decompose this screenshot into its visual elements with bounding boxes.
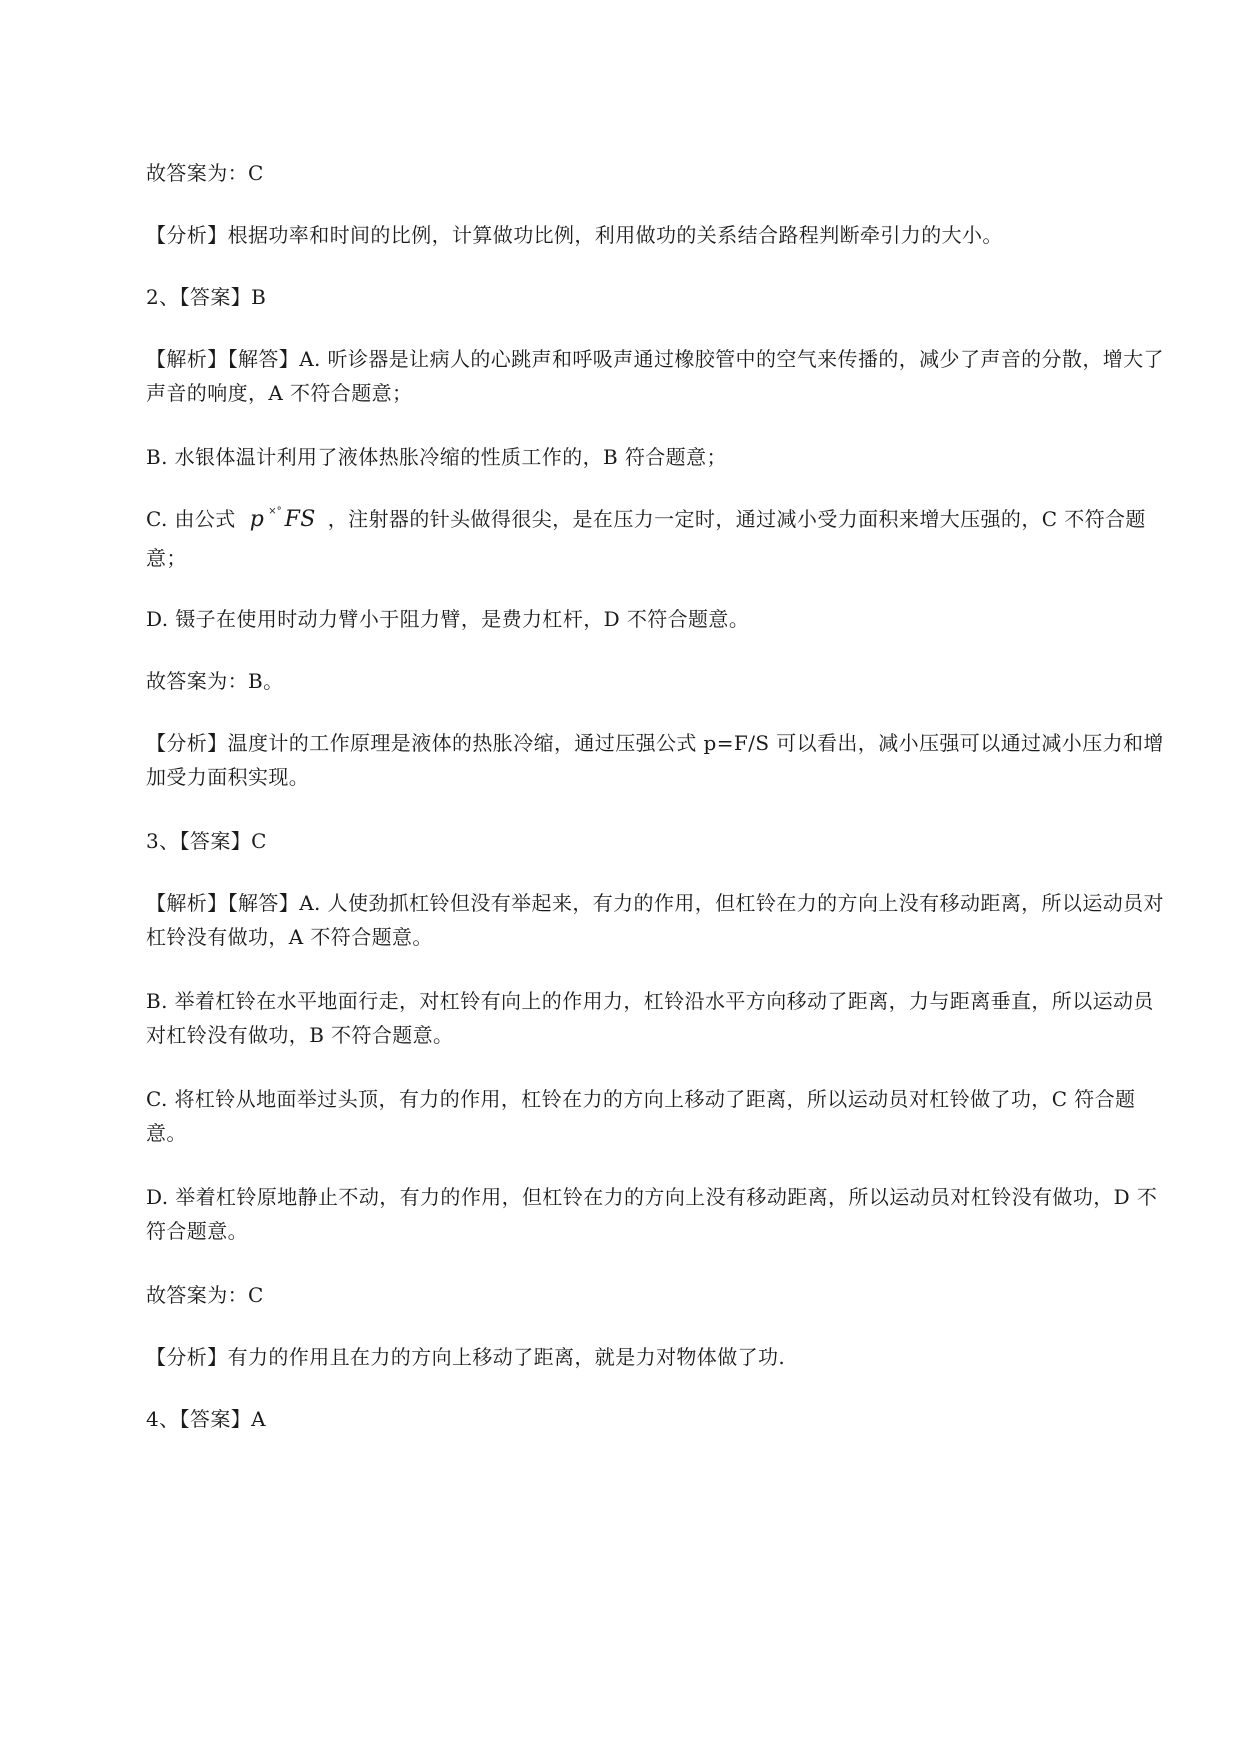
q3-answer-heading: 3、【答案】C	[146, 829, 267, 853]
q3-final-answer: 故答案为：C	[146, 1283, 264, 1307]
q2-analysis: 【分析】温度计的工作原理是液体的热胀冷缩，通过压强公式 p=F/S 可以看出，减小压强可以通过减小压力和增加受力面积实现。	[146, 731, 1164, 789]
q2-final-answer: 故答案为：B。	[146, 669, 284, 693]
q3-option-c: C. 将杠铃从地面举过头顶，有力的作用，杠铃在力的方向上移动了距离，所以运动员对杠铃做了功，C 符合题意。	[146, 1087, 1136, 1145]
pressure-formula	[250, 503, 316, 541]
formula-garbled-symbol: ×°	[268, 506, 282, 517]
q2-option-c	[146, 502, 1166, 575]
q2-option-d: D. 镊子在使用时动力臂小于阻力臂，是费力杠杆，D 不符合题意。	[146, 607, 750, 631]
q2-answer-heading: 2、【答案】B	[146, 285, 267, 309]
q2-option-b: B. 水银体温计利用了液体热胀冷缩的性质工作的，B 符合题意；	[146, 445, 727, 469]
q3-option-b: B. 举着杠铃在水平地面行走，对杠铃有向上的作用力，杠铃沿水平方向移动了距离，力与距离垂直，所以运动员对杠铃没有做功，B 不符合题意。	[146, 989, 1154, 1047]
q3-explanation-option-a: 【解析】【解答】A. 人使劲抓杠铃但没有举起来，有力的作用，但杠铃在力的方向上没有移动距离，所以运动员对杠铃没有做功，A 不符合题意。	[146, 891, 1164, 949]
q4-answer-heading: 4、【答案】A	[146, 1407, 266, 1431]
q3-analysis: 【分析】有力的作用且在力的方向上移动了距离，就是力对物体做了功.	[146, 1345, 786, 1369]
q2-explanation-option-a: 【解析】【解答】A. 听诊器是让病人的心跳声和呼吸声通过橡胶管中的空气来传播的，减少了声音的分散，增大了声音的响度，A 不符合题意；	[146, 347, 1164, 405]
formula-p: p	[249, 507, 265, 532]
q2-option-c-prefix: C. 由公式	[146, 507, 236, 531]
formula-fs: FS	[284, 507, 316, 532]
q1-final-answer: 故答案为：C	[146, 161, 264, 185]
q1-analysis: 【分析】根据功率和时间的比例，计算做功比例，利用做功的关系结合路程判断牵引力的大小。	[146, 223, 1003, 247]
q2-option-c-suffix: ，注射器的针头做得很尖，是在压力一定时，通过减小受力面积来增大压强的，C 不符合题意；	[146, 507, 1146, 570]
q3-option-d: D. 举着杠铃原地静止不动，有力的作用，但杠铃在力的方向上没有移动距离，所以运动员对杠铃没有做功，D 不符合题意。	[146, 1185, 1158, 1243]
